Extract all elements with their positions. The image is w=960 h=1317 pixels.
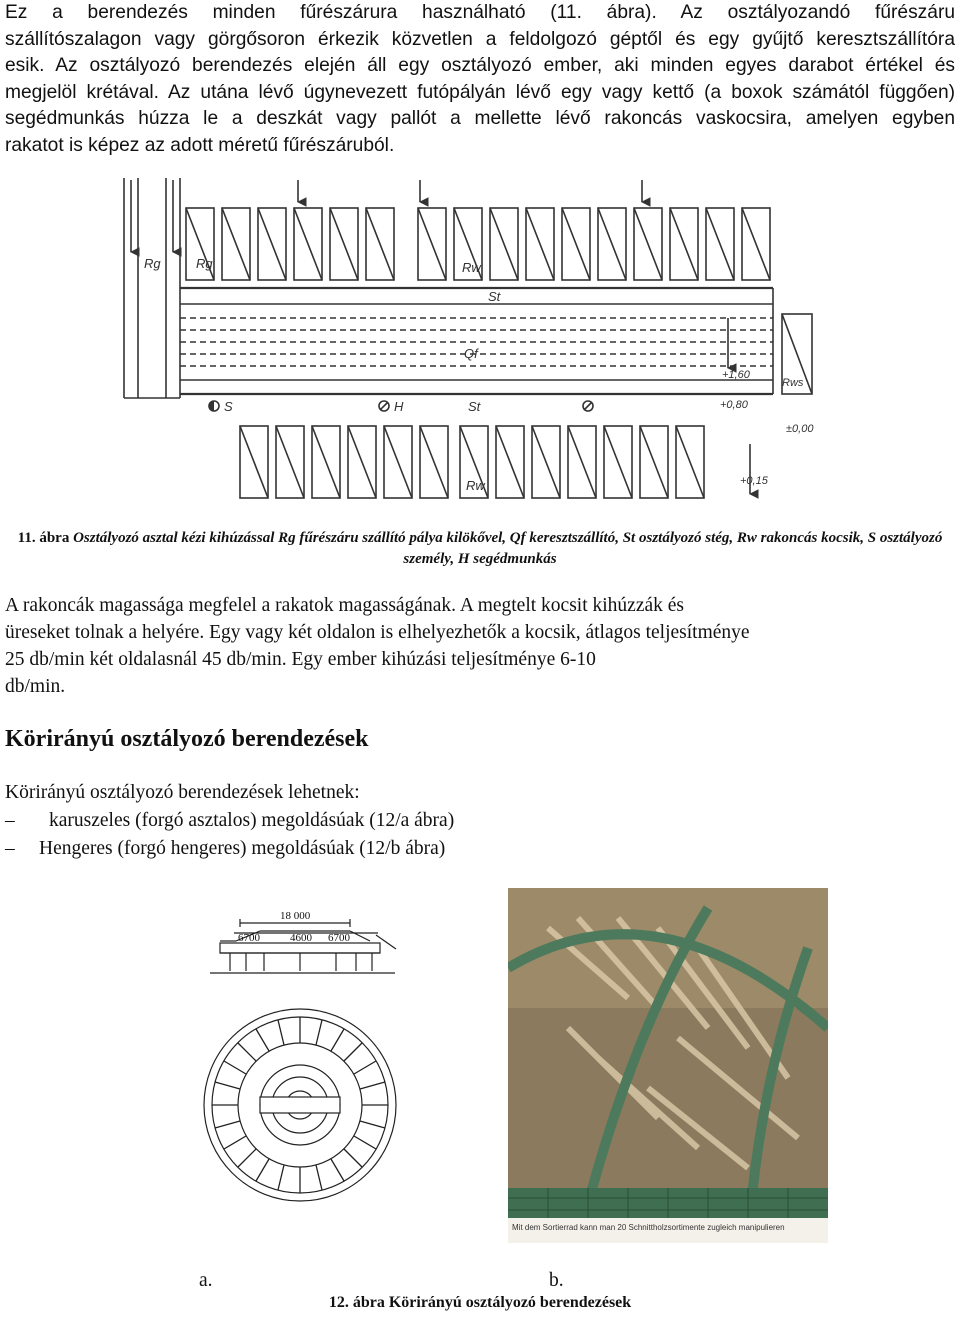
paragraph-line: A rakoncák magassága megfelel a rakatok magasságának. A megtelt kocsit kihúzzák és xyxy=(5,595,685,616)
figure-12-caption: 12. ábra Körirányú osztályozó berendezések xyxy=(328,1294,632,1311)
figure-label-a: a. xyxy=(199,1270,213,1291)
list-dash: – xyxy=(5,838,15,859)
body-paragraph xyxy=(5,592,955,700)
label-h: H xyxy=(394,399,404,414)
list-intro: Körirányú osztályozó berendezések lehetnek: xyxy=(5,782,360,803)
dim-left-label: 6700 xyxy=(238,932,260,944)
label-s: S xyxy=(224,399,233,414)
list-item xyxy=(5,838,445,860)
label-rws: Rws xyxy=(782,377,804,389)
paragraph-line: szállítószalagon vagy görgősoron érkezik közvetlen a feldolgozó géptől és egy gyűjtő keresztszállítóra xyxy=(5,28,955,50)
dim-mid-label: 4600 xyxy=(290,932,312,944)
label-st-bottom: St xyxy=(468,399,481,414)
label-qf: Qf xyxy=(464,346,478,361)
level-label-1: +1,60 xyxy=(722,369,750,381)
figure-label-b: b. xyxy=(549,1270,564,1291)
list-item-text: Hengeres (forgó hengeres) megoldásúak (12/b ábra) xyxy=(39,838,446,859)
level-label-4: +0,15 xyxy=(740,475,768,487)
paragraph-line: üreseket tolnak a helyére. Egy vagy két oldalon is elhelyezhetők a kocsik, átlagos teljesítménye xyxy=(5,622,750,643)
paragraph-line: megjelöl krétával. Az utána lévő úgynevezett futópályán lévő egy vagy kettő (a boxok számától függően) xyxy=(5,81,955,103)
paragraph-line: 25 db/min két oldalasnál 45 db/min. Egy ember kihúzási teljesítménye 6-10 xyxy=(5,649,596,670)
list-item-text: karuszeles (forgó asztalos) megoldásúak (12/a ábra) xyxy=(49,810,455,831)
level-label-3: ±0,00 xyxy=(786,423,814,435)
figure-11-sorting-table-drawing xyxy=(118,168,838,513)
paragraph-line: esik. Az osztályozó berendezés elején áll egy osztályozó ember, aki minden egyes darabot értékel és xyxy=(5,55,955,76)
label-rg-1: Rg xyxy=(144,256,161,271)
intro-paragraph xyxy=(5,0,955,159)
dim-total-label: 18 000 xyxy=(280,910,311,922)
figure-12b-sorting-drum-photo xyxy=(508,888,828,1243)
paragraph-line: segédmunkás húzza le a deszkát vagy pallót a mellette lévő rakoncás vaskocsira, amelyen egyben xyxy=(5,108,955,129)
section-heading: Körirányú osztályozó berendezések xyxy=(5,726,369,752)
figure-12a-carousel-drawing xyxy=(200,895,400,1215)
dim-right-label: 6700 xyxy=(328,932,350,944)
label-rg-2: Rg xyxy=(196,256,213,271)
list-dash: – xyxy=(5,810,15,831)
paragraph-line: Ez a berendezés minden fűrészárura használható (11. ábra). Az osztályozandó fűrészáru xyxy=(5,2,955,23)
figure-11-caption-lead: 11. ábra xyxy=(17,530,70,546)
label-st-top: St xyxy=(488,289,501,304)
photo-caption: Mit dem Sortierrad kann man 20 Schnittholzsortimente zugleich manipulieren xyxy=(512,1223,785,1232)
paragraph-line: db/min. xyxy=(5,676,66,697)
paragraph-line: rakatot is képez az adott méretű fűrészáruból. xyxy=(5,134,395,156)
label-rw-bottom: Rw xyxy=(466,478,485,493)
figure-11-caption-text: Osztályozó asztal kézi kihúzással Rg fűrészáru szállító pálya kilökővel, Qf keresztszállító, St osztályozó stég, Rw rakoncás kocsik, S osztályozó személy, H segédmunkás xyxy=(69,530,943,567)
label-rw-top: Rw xyxy=(462,260,481,275)
list-item xyxy=(5,810,454,832)
figure-11-caption xyxy=(10,528,950,570)
level-label-2: +0,80 xyxy=(720,399,748,411)
